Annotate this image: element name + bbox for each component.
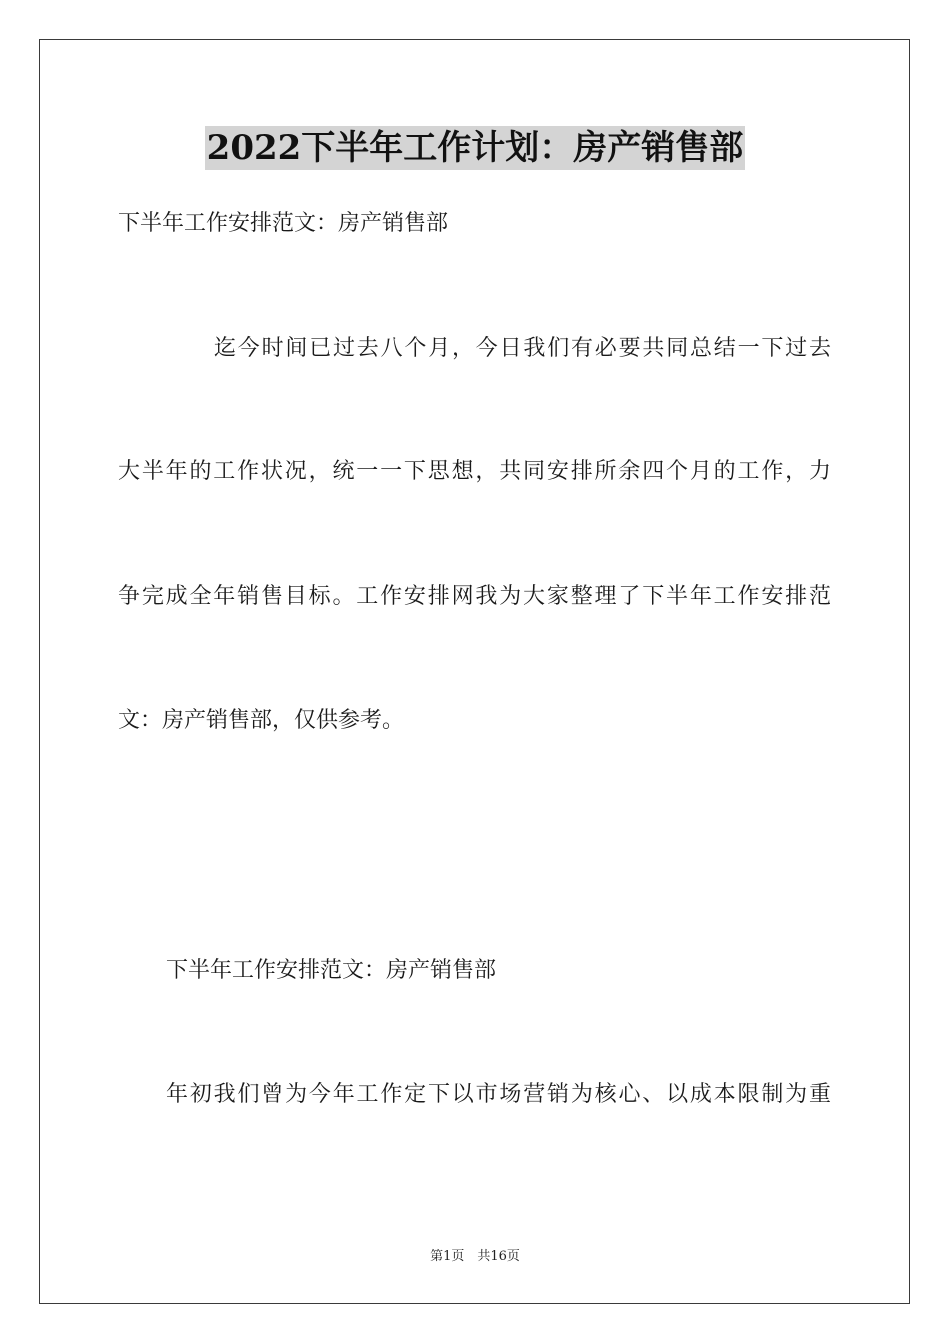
paragraph-2-line-1: 年初我们曾为今年工作定下以市场营销为核心、以成本限制为重 xyxy=(166,1082,831,1107)
document-title: 2022下半年工作计划：房产销售部 xyxy=(206,128,744,168)
paragraph-1-line-1: 迄今时间已过去八个月，今日我们有必要共同总结一下过去 xyxy=(214,336,831,361)
section-heading: 下半年工作安排范文：房产销售部 xyxy=(166,958,497,983)
paragraph-1-line-4: 文：房产销售部，仅供参考。 xyxy=(118,708,405,733)
paragraph-1-line-2: 大半年的工作状况，统一一下思想，共同安排所余四个月的工作，力 xyxy=(118,459,831,484)
paragraph-1-line-3: 争完成全年销售目标。工作安排网我为大家整理了下半年工作安排范 xyxy=(118,584,831,609)
title-container xyxy=(0,126,950,170)
document-subtitle: 下半年工作安排范文：房产销售部 xyxy=(118,211,449,236)
page-footer: 第1页 共16页 xyxy=(430,1249,520,1264)
